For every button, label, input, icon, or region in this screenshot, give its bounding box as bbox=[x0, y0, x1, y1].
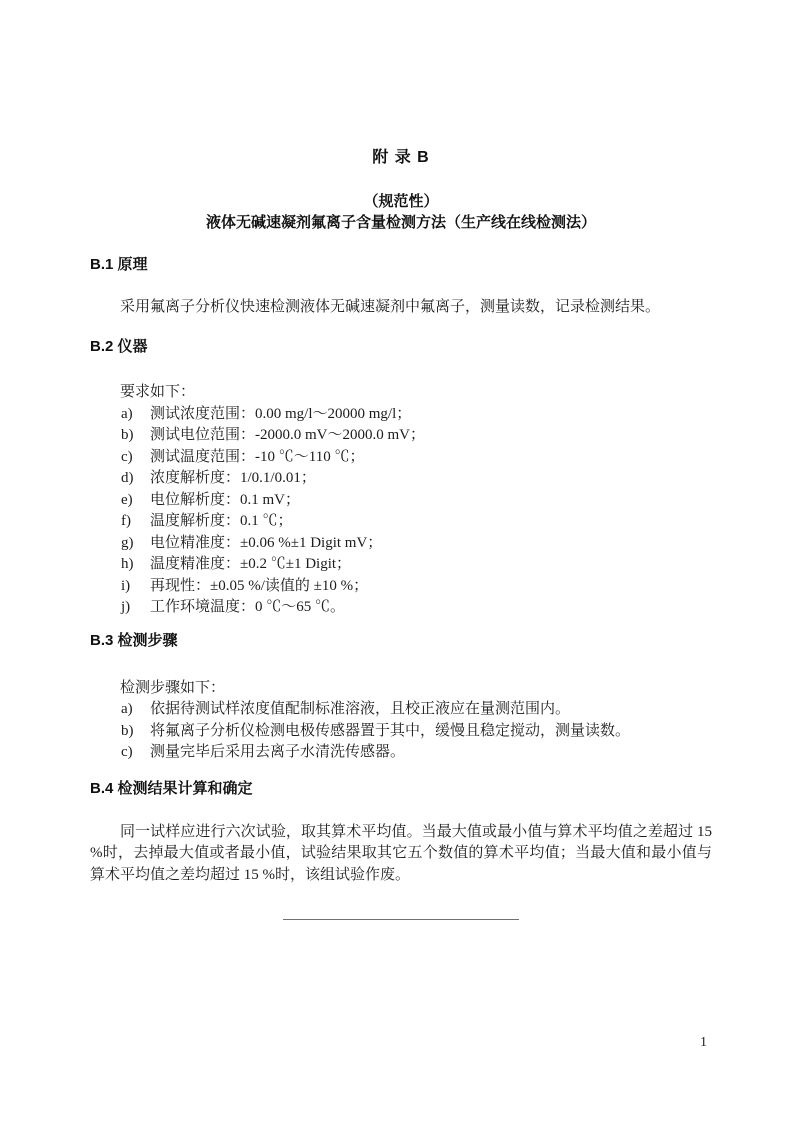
list-item-b2-j bbox=[90, 597, 712, 619]
item-text: 依据待测试样浓度值配制标准溶液，且校正液应在量测范围内。 bbox=[150, 701, 571, 717]
item-text: 温度解析度：0.1 ℃； bbox=[150, 513, 293, 529]
item-label: j) bbox=[121, 599, 131, 615]
item-label: b) bbox=[121, 722, 134, 739]
item-text: 电位解析度：0.1 mV； bbox=[150, 491, 301, 508]
item-text: 将氟离子分析仪检测电极传感器置于其中，缓慢且稳定搅动，测量读数。 bbox=[150, 722, 631, 739]
item-label: f) bbox=[121, 513, 131, 529]
section-b2-list bbox=[90, 404, 712, 619]
item-label: d) bbox=[121, 470, 134, 486]
list-item-b2-c bbox=[90, 447, 712, 469]
item-label: h) bbox=[121, 556, 134, 572]
section-b4-paragraph: 同一试样应进行六次试验，取其算术平均值。当最大值或最小值与算术平均值之差超过 15 %时，去掉最大值或者最小值，试验结果取其它五个数值的算术平均值；当最大值和最小值与算术平均值之差均超过 15 %时，该组试验作废。 bbox=[90, 823, 712, 883]
item-label: b) bbox=[121, 427, 134, 443]
list-item-b3-a bbox=[90, 699, 712, 721]
item-text: 测试电位范围：-2000.0 mV～2000.0 mV； bbox=[150, 427, 425, 443]
item-text: 温度精准度：±0.2 ℃±1 Digit； bbox=[150, 556, 352, 572]
list-item-b2-d bbox=[90, 468, 712, 490]
section-heading-b3: B.3 检测步骤 bbox=[90, 631, 178, 649]
item-label: c) bbox=[121, 744, 133, 760]
item-text: 电位精准度：±0.06 %±1 Digit mV； bbox=[150, 534, 383, 551]
item-label: g) bbox=[121, 534, 134, 551]
section-b2-intro: 要求如下： bbox=[120, 384, 196, 400]
appendix-title: 附 录 B bbox=[372, 149, 430, 166]
normative-label: （规范性） bbox=[363, 193, 439, 210]
document-content bbox=[90, 150, 712, 920]
section-heading-b1: B.1 原理 bbox=[90, 256, 148, 273]
list-item-b3-c bbox=[90, 742, 712, 764]
list-item-b2-b bbox=[90, 425, 712, 447]
document-title: 液体无碱速凝剂氟离子含量检测方法（生产线在线检测法） bbox=[205, 214, 596, 231]
list-item-b2-i bbox=[90, 576, 712, 598]
section-b1-paragraph: 采用氟离子分析仪快速检测液体无碱速凝剂中氟离子，测量读数，记录检测结果。 bbox=[120, 299, 661, 315]
page-number: 1 bbox=[700, 1035, 707, 1050]
list-item-b2-g bbox=[90, 533, 712, 555]
list-item-b2-e bbox=[90, 490, 712, 512]
list-item-b2-h bbox=[90, 554, 712, 576]
section-b3-list bbox=[90, 699, 712, 764]
list-item-b3-b bbox=[90, 721, 712, 743]
item-label: i) bbox=[121, 577, 131, 594]
list-item-b2-f bbox=[90, 511, 712, 533]
item-text: 测试温度范围：-10 ℃～110 ℃； bbox=[150, 448, 365, 465]
item-text: 工作环境温度：0 ℃～65 ℃。 bbox=[150, 599, 346, 615]
section-b3-intro: 检测步骤如下： bbox=[120, 679, 226, 696]
list-item-b2-a bbox=[90, 404, 712, 426]
section-heading-b4: B.4 检测结果计算和确定 bbox=[90, 779, 253, 797]
item-label: a) bbox=[121, 701, 133, 717]
item-text: 浓度解析度：1/0.1/0.01； bbox=[150, 470, 316, 486]
section-heading-b2: B.2 仪器 bbox=[90, 338, 148, 355]
item-label: a) bbox=[121, 405, 133, 422]
item-label: c) bbox=[121, 448, 133, 465]
end-of-text-divider bbox=[283, 919, 519, 920]
item-text: 测量完毕后采用去离子水清洗传感器。 bbox=[150, 744, 406, 760]
item-text: 再现性：±0.05 %/读值的 ±10 %； bbox=[150, 577, 369, 594]
item-text: 测试浓度范围：0.00 mg/l～20000 mg/l； bbox=[150, 405, 412, 422]
item-label: e) bbox=[121, 491, 133, 508]
